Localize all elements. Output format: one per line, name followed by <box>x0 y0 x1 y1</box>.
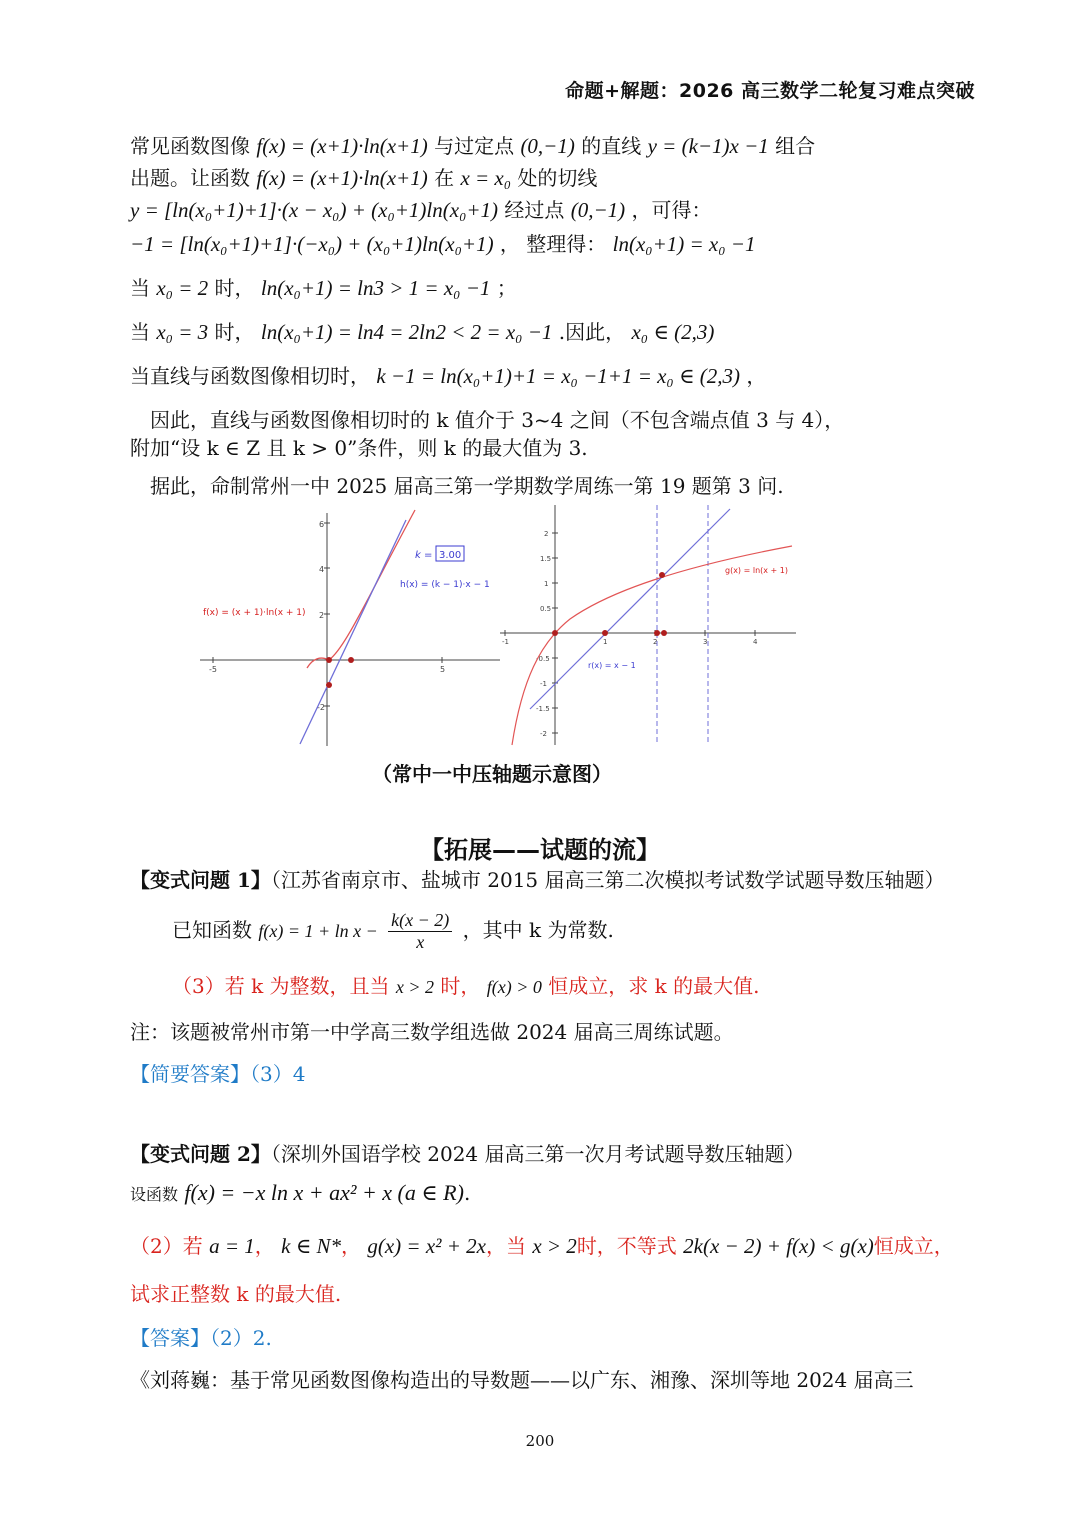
text: 经过点 <box>504 198 565 222</box>
figure-caption: （常中一中压轴题示意图） <box>372 762 612 786</box>
text-line-4 <box>130 228 755 257</box>
text: ， <box>254 1234 275 1258</box>
text: 时， <box>440 974 481 998</box>
reference-line: 《刘蒋巍：基于常见函数图像构造出的导数题——以广东、湘豫、深圳等地 2024 届高三 <box>130 1368 914 1392</box>
text: ， <box>341 1234 361 1258</box>
point <box>654 630 660 636</box>
text: 恒成立，求 k 的最大值. <box>548 974 760 998</box>
point <box>326 682 332 688</box>
variant2-answer <box>130 1322 272 1351</box>
r-line <box>530 509 730 709</box>
text: （2）若 <box>130 1234 203 1258</box>
figure-left-graph <box>195 508 505 748</box>
tick-label: 1.5 <box>540 555 552 563</box>
text: 与过定点 <box>434 134 515 158</box>
point <box>326 657 332 663</box>
page-number: 200 <box>525 1432 555 1450</box>
tick-label: -2 <box>317 703 325 712</box>
math-expr: x > 2 <box>532 1234 577 1258</box>
text: 时， <box>214 320 255 344</box>
fraction <box>388 910 452 953</box>
variant1-heading <box>130 864 945 893</box>
point <box>602 630 608 636</box>
tick-label: 1 <box>603 638 608 646</box>
variant1-answer <box>130 1058 305 1087</box>
math-expr: a = 1 <box>209 1234 255 1258</box>
text-line-9: 附加“设 k ∈ Z 且 k > 0”条件，则 k 的最大值为 3. <box>130 436 588 460</box>
tick-label: 0.5 <box>540 605 552 613</box>
text-line-2 <box>130 162 597 191</box>
k-label: k = <box>415 550 433 561</box>
math-expr: (0,−1) <box>570 198 626 222</box>
text-line-7 <box>130 360 766 389</box>
variant2-question2-cont: 试求正整数 k 的最大值. <box>130 1282 342 1306</box>
text: 组合 <box>775 134 816 158</box>
math-expr: y = [ln(x₀+1)+1]·(x − x₀) + (x₀+1)ln(x₀+1) <box>130 198 499 222</box>
text: .因此， <box>558 320 626 344</box>
tick-label: 4 <box>319 565 325 574</box>
variant1-source: （江苏省南京市、盐城市 2015 届高三第二次模拟考试数学试题导数压轴题） <box>270 868 945 892</box>
tick-label: 2 <box>544 530 549 538</box>
tick-label: 1 <box>544 580 549 588</box>
text: 在 <box>434 166 455 190</box>
tick-label: 5 <box>440 665 446 674</box>
math-expr: f(x) = (x+1)·ln(x+1) <box>256 134 428 158</box>
g-curve <box>512 546 792 745</box>
math-expr: x > 2 <box>395 977 435 997</box>
text: ； <box>496 276 517 300</box>
text-line-1 <box>130 130 815 159</box>
math-expr: g(x) = x² + 2x <box>367 1234 486 1258</box>
h-label: h(x) = (k − 1)·x − 1 <box>400 580 490 590</box>
text: 处的切线 <box>517 166 598 190</box>
text: 当直线与函数图像相切时， <box>130 364 370 388</box>
math-expr: (0,−1) <box>520 134 575 158</box>
math-expr: k ∈ N* <box>281 1234 341 1258</box>
answer-value: （2）2. <box>210 1326 272 1350</box>
math-expr: ln(x₀+1) = ln4 = 2ln2 < 2 = x₀ −1 <box>260 320 553 344</box>
text: ，可得： <box>631 198 712 222</box>
tick-label: -0.5 <box>536 655 550 663</box>
text: （3）若 k 为整数，且当 <box>172 974 390 998</box>
section-title: 【拓展——试题的流】 <box>420 836 660 864</box>
point <box>661 630 667 636</box>
math-expr: x = x₀ <box>460 166 512 190</box>
variant1-given <box>172 910 614 953</box>
text-line-8: 因此，直线与函数图像相切时的 k 值介于 3~4 之间（不包含端点值 3 与 4）， <box>150 408 845 432</box>
g-label: g(x) = ln(x + 1) <box>725 566 788 575</box>
math-expr: f(x) = (x+1)·ln(x+1) <box>256 166 428 190</box>
math-expr: k −1 = ln(x₀+1)+1 = x₀ −1+1 = x₀ ∈ (2,3) <box>376 364 741 388</box>
text-line-6 <box>130 316 714 345</box>
r-label: r(x) = x − 1 <box>588 661 636 670</box>
fraction-numerator: k(x − 2) <box>388 910 452 932</box>
math-expr: y = (k−1)x −1 <box>647 134 769 158</box>
k-value: 3.00 <box>439 550 462 561</box>
text: 的直线 <box>581 134 642 158</box>
fraction-denominator: x <box>416 932 425 952</box>
text: 时，不等式 <box>576 1234 677 1258</box>
text: ， 整理得： <box>499 232 607 256</box>
variant2-given <box>130 1180 470 1206</box>
answer-value: （3）4 <box>250 1062 306 1086</box>
text: ，当 <box>485 1234 526 1258</box>
answer-label: 【答案】 <box>130 1326 210 1350</box>
math-expr: x₀ = 3 <box>156 320 209 344</box>
text: 当 <box>130 276 150 300</box>
text-line-3 <box>130 194 712 223</box>
variant2-question2 <box>130 1230 954 1259</box>
math-expr: x₀ = 2 <box>156 276 209 300</box>
text: 设函数 <box>130 1185 179 1204</box>
f-label: f(x) = (x + 1)·ln(x + 1) <box>203 608 306 618</box>
tick-label: -2 <box>540 730 547 738</box>
math-expr: x₀ ∈ (2,3) <box>631 320 715 344</box>
text: 已知函数 <box>172 918 252 942</box>
text: ， <box>746 364 767 388</box>
text-line-5 <box>130 272 517 301</box>
figure-right-graph <box>500 505 800 747</box>
math-expr: f(x) = −x ln x + ax² + x (a ∈ R) <box>184 1180 464 1205</box>
text: 恒成立， <box>873 1234 954 1258</box>
math-expr: f(x) > 0 <box>486 977 542 997</box>
tick-label: -1 <box>540 680 547 688</box>
tick-label: 2 <box>319 611 325 620</box>
tick-label: 3 <box>703 638 708 646</box>
math-expr: ln(x₀+1) = ln3 > 1 = x₀ −1 <box>260 276 491 300</box>
tick-label: -1 <box>502 638 509 646</box>
point <box>348 657 354 663</box>
text: 时， <box>214 276 255 300</box>
variant1-note: 注：该题被常州市第一中学高三数学组选做 2024 届高三周练试题。 <box>130 1020 734 1044</box>
point <box>552 630 558 636</box>
text: 出题。让函数 <box>130 166 250 190</box>
tick-label: -1.5 <box>536 705 550 713</box>
variant1-title: 【变式问题 1】 <box>130 868 271 892</box>
variant1-question3 <box>172 970 759 999</box>
variant2-source: （深圳外国语学校 2024 届高三第一次月考试题导数压轴题） <box>270 1142 805 1166</box>
variant2-title: 【变式问题 2】 <box>130 1142 271 1166</box>
math-expr: −1 = [ln(x₀+1)+1]·(−x₀) + (x₀+1)ln(x₀+1) <box>130 232 494 256</box>
tick-label: -5 <box>209 665 217 674</box>
h-line <box>300 520 406 744</box>
text-line-10: 据此，命制常州一中 2025 届高三第一学期数学周练一第 19 题第 3 问. <box>150 474 784 498</box>
variant2-heading <box>130 1138 805 1167</box>
math-expr: f(x) = 1 + ln x − <box>258 921 378 941</box>
math-expr: 2k(x − 2) + f(x) < g(x) <box>683 1234 874 1258</box>
tick-label: 6 <box>319 520 325 529</box>
text: . <box>463 1181 471 1205</box>
text: 当 <box>130 320 150 344</box>
text: ，其中 k 为常数. <box>462 918 614 942</box>
running-header: 命题+解题：2026 高三数学二轮复习难点突破 <box>565 80 975 102</box>
answer-label: 【简要答案】 <box>130 1062 250 1086</box>
math-expr: ln(x₀+1) = x₀ −1 <box>612 232 756 256</box>
tick-label: 2 <box>653 638 658 646</box>
text: 常见函数图像 <box>130 134 250 158</box>
tick-label: 4 <box>753 638 758 646</box>
point <box>659 572 665 578</box>
